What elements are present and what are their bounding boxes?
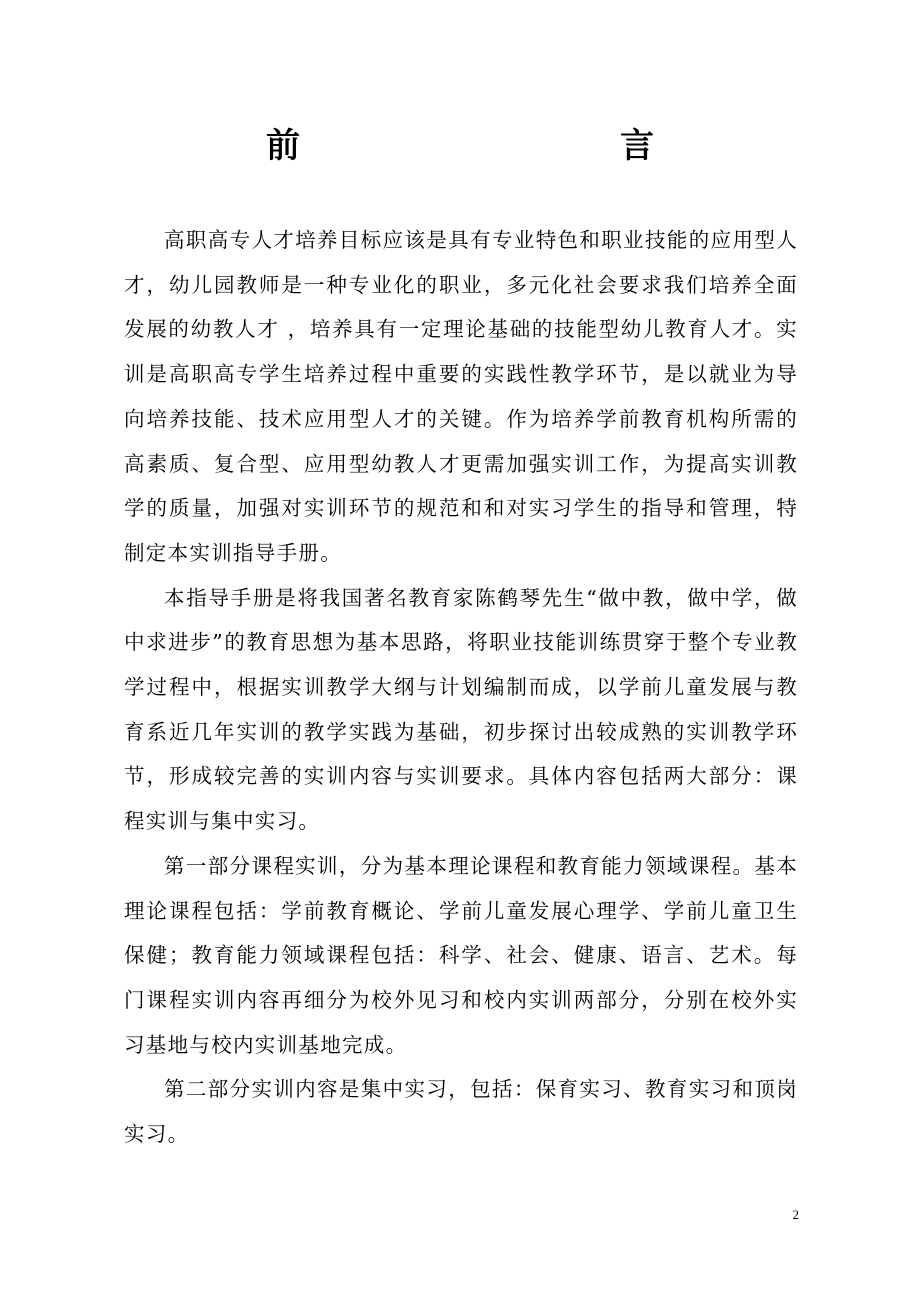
page-number: 2: [792, 1207, 799, 1222]
page-title: 前 言: [266, 126, 738, 166]
paragraph-1: 高职高专人才培养目标应该是具有专业特色和职业技能的应用型人才，幼儿园教师是一种专业化的职业，多元化社会要求我们培养全面发展的幼教人才 ，培养具有一定理论基础的技能型幼儿教育人才。实训是高职高专学生培养过程中重要的实践性教学环节，是以就业为导向培养技能、技术应用型人才的关键。作为培养学前教育机构所需的高素质、复合型、应用型幼教人才更需加强实训工作，为提高实训教学的质量，加强对实训环节的规范和和对实习学生的指导和管理，特制定本实训指导手册。: [124, 228, 798, 565]
paragraph-3: 第一部分课程实训，分为基本理论课程和教育能力领域课程。基本理论课程包括：学前教育概论、学前儿童发展心理学、学前儿童卫生保健；教育能力领域课程包括：科学、社会、健康、语言、艺术。每门课程实训内容再细分为校外见习和校内实训两部分，分别在校外实习基地与校内实训基地完成。: [124, 853, 798, 1057]
paragraph-4: 第二部分实训内容是集中实习，包括：保育实习、教育实习和顶岗实习。: [124, 1077, 798, 1147]
paragraph-2: 本指导手册是将我国著名教育家陈鹤琴先生“做中教，做中学，做中求进步”的教育思想为基本思路，将职业技能训练贯穿于整个专业教学过程中，根据实训教学大纲与计划编制而成，以学前儿童发展与教育系近几年实训的教学实践为基础，初步探讨出较成熟的实训教学环节，形成较完善的实训内容与实训要求。具体内容包括两大部分：课程实训与集中实习。: [124, 585, 798, 834]
body-text: [124, 218, 798, 1157]
